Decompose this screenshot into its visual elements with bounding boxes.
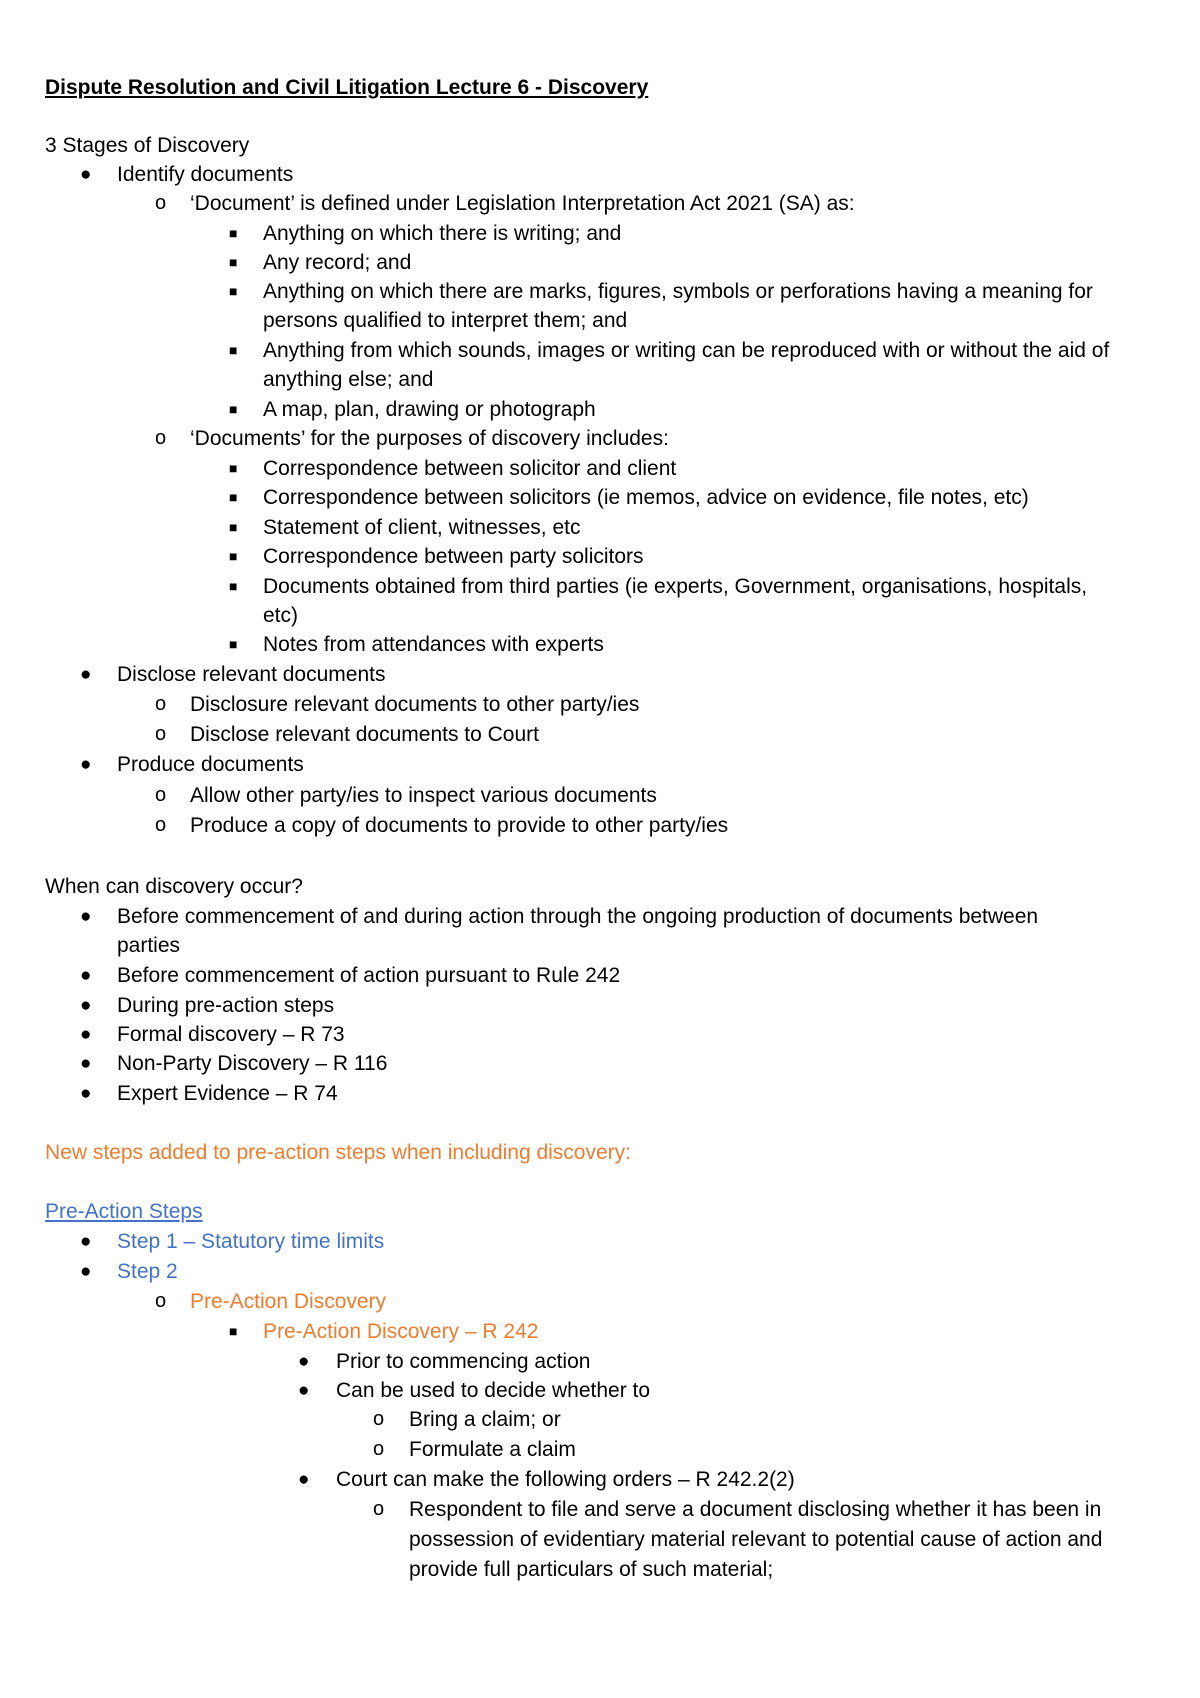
list-item-continuation: persons qualified to interpret them; and [263,309,628,332]
list-item: Correspondence between solicitors (ie memos, advice on evidence, file notes, etc) [263,486,1029,509]
pre-action-heading: Pre-Action Steps [45,1200,203,1223]
list-item: Any record; and [263,251,412,274]
disc-bullet-icon: ● [298,1380,310,1401]
list-item: Identify documents [117,163,294,186]
circle-bullet-icon: o [155,723,167,745]
square-bullet-icon: ■ [229,342,238,358]
list-item: Produce a copy of documents to provide to other party/ies [190,814,729,837]
disc-bullet-icon: ● [298,1469,310,1490]
square-bullet-icon: ■ [229,283,238,299]
disc-bullet-icon: ● [80,754,92,775]
list-item: Can be used to decide whether to [336,1379,651,1402]
stages-heading: 3 Stages of Discovery [45,134,250,157]
square-bullet-icon: ■ [229,225,238,241]
list-item: ‘Document’ is defined under Legislation Interpretation Act 2021 (SA) as: [190,192,855,215]
disc-bullet-icon: ● [80,1053,92,1074]
list-item: Before commencement of action pursuant to Rule 242 [117,964,621,987]
list-item: Anything on which there are marks, figures, symbols or perforations having a meaning for [263,280,1093,303]
list-item: Statement of client, witnesses, etc [263,516,581,539]
square-bullet-icon: ■ [229,1323,238,1339]
list-item-continuation: provide full particulars of such material; [409,1558,774,1581]
circle-bullet-icon: o [373,1408,385,1430]
square-bullet-icon: ■ [229,519,238,535]
disc-bullet-icon: ● [80,664,92,685]
list-item: Expert Evidence – R 74 [117,1082,338,1105]
square-bullet-icon: ■ [229,460,238,476]
list-item: Respondent to file and serve a document disclosing whether it has been in [409,1498,1102,1521]
new-steps-heading: New steps added to pre-action steps when including discovery: [45,1141,631,1164]
disc-bullet-icon: ● [80,906,92,927]
disc-bullet-icon: ● [80,995,92,1016]
disc-bullet-icon: ● [298,1351,310,1372]
circle-bullet-icon: o [155,427,167,449]
square-bullet-icon: ■ [229,401,238,417]
disc-bullet-icon: ● [80,1261,92,1282]
list-item: Bring a claim; or [409,1408,561,1431]
list-item: Step 1 – Statutory time limits [117,1230,385,1253]
square-bullet-icon: ■ [229,548,238,564]
square-bullet-icon: ■ [229,578,238,594]
list-item: Non-Party Discovery – R 116 [117,1052,388,1075]
list-item-continuation: possession of evidentiary material relevant to potential cause of action and [409,1528,1103,1551]
circle-bullet-icon: o [155,192,167,214]
list-item: Court can make the following orders – R 242.2(2) [336,1468,795,1491]
circle-bullet-icon: o [155,784,167,806]
document-title: Dispute Resolution and Civil Litigation Lecture 6 - Discovery [45,76,649,99]
list-item: Disclosure relevant documents to other party/ies [190,693,640,716]
list-item: A map, plan, drawing or photograph [263,398,596,421]
list-item: Correspondence between party solicitors [263,545,644,568]
list-item-continuation: etc) [263,604,299,627]
circle-bullet-icon: o [155,1290,167,1312]
list-item: Correspondence between solicitor and client [263,457,677,480]
list-item: ‘Documents’ for the purposes of discovery includes: [190,427,669,450]
circle-bullet-icon: o [155,693,167,715]
list-item: During pre-action steps [117,994,335,1017]
circle-bullet-icon: o [373,1438,385,1460]
square-bullet-icon: ■ [229,636,238,652]
disc-bullet-icon: ● [80,965,92,986]
disc-bullet-icon: ● [80,164,92,185]
list-item: Pre-Action Discovery [190,1290,387,1313]
circle-bullet-icon: o [155,814,167,836]
list-item: Pre-Action Discovery – R 242 [263,1320,539,1343]
list-item: Formulate a claim [409,1438,576,1461]
list-item: Produce documents [117,753,304,776]
list-item: Disclose relevant documents [117,663,386,686]
list-item: Notes from attendances with experts [263,633,604,656]
list-item: Allow other party/ies to inspect various documents [190,784,657,807]
list-item: Step 2 [117,1260,178,1283]
list-item: Anything from which sounds, images or writing can be reproduced with or without the aid of [263,339,1110,362]
disc-bullet-icon: ● [80,1231,92,1252]
list-item-continuation: parties [117,934,181,957]
list-item: Disclose relevant documents to Court [190,723,539,746]
square-bullet-icon: ■ [229,254,238,270]
list-item-continuation: anything else; and [263,368,434,391]
disc-bullet-icon: ● [80,1024,92,1045]
when-heading: When can discovery occur? [45,875,303,898]
circle-bullet-icon: o [373,1498,385,1520]
list-item: Documents obtained from third parties (ie experts, Government, organisations, hospitals, [263,575,1088,598]
list-item: Anything on which there is writing; and [263,222,622,245]
disc-bullet-icon: ● [80,1083,92,1104]
list-item: Prior to commencing action [336,1350,591,1373]
list-item: Formal discovery – R 73 [117,1023,345,1046]
square-bullet-icon: ■ [229,489,238,505]
list-item: Before commencement of and during action through the ongoing production of documents between [117,905,1039,928]
